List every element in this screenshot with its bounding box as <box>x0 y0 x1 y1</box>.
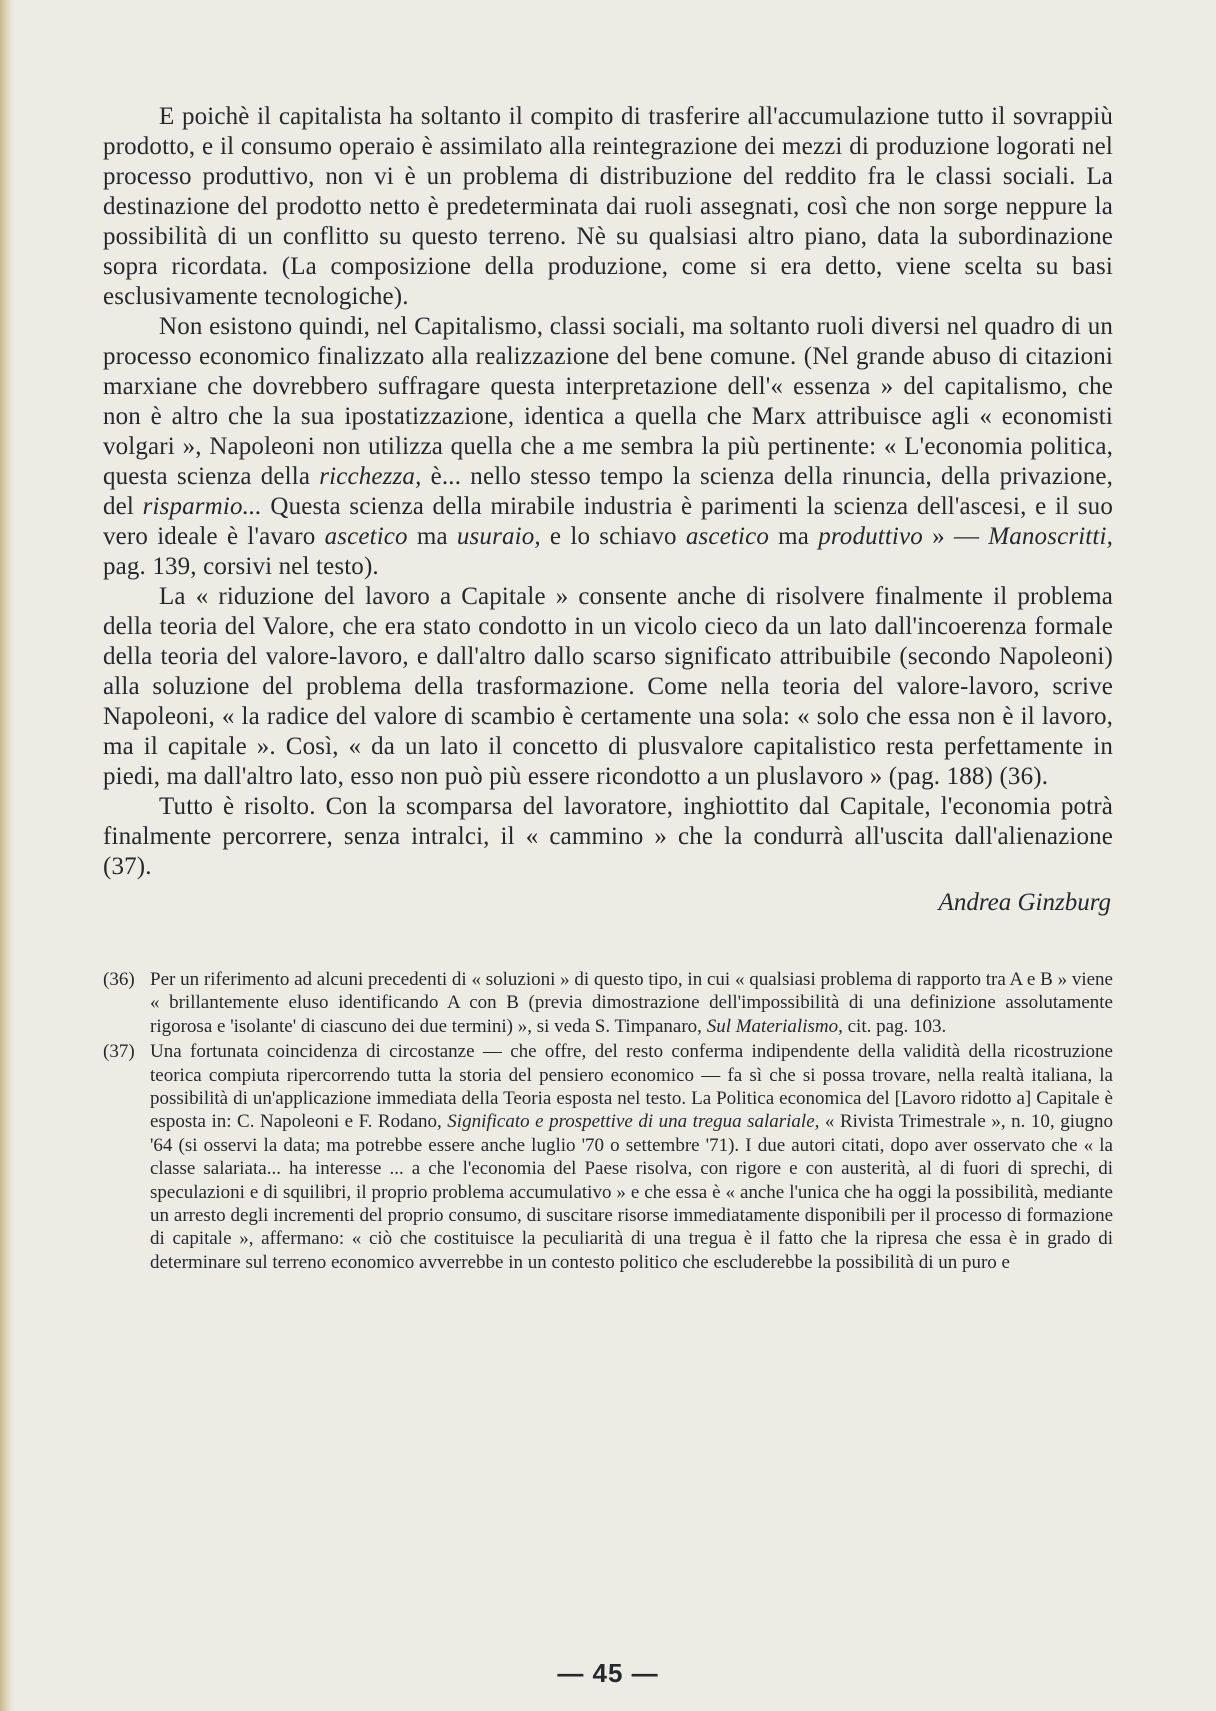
footnote-37 <box>103 1040 1113 1274</box>
paragraph-4: Tutto è risolto. Con la scomparsa del lavoratore, inghiottito dal Capitale, l'economia potrà finalmente percorrere, senza intralci, il « cammino » che la condurrà all'uscita dall'alienazione (37). <box>103 793 1113 880</box>
footnote-text: Una fortunata coincidenza di circostanze — che offre, del resto conferma indipendente della validità della ricostruzione teorica compiuta ripercorrendo tutta la storia del pensiero economico — fa sì che si possa trovare, nella realtà italiana, la possibilità di un'applicazione immediata della Teoria esposta nel testo. La Politica economica del [Lavoro ridotto a] Capitale è esposta in: C. Napoleoni e F. Rodano, Significato e prospettive di una tregua salariale, « Rivista Trimestrale », n. 10, giugno '64 (si osservi la data; ma potrebbe essere anche luglio '70 o settembre '71). I due autori citati, dopo aver osservato che « la classe salariata... ha interesse ... a che l'economia del Paese risolva, con rigore e con austerità, al di fuori di sprechi, di speculazioni e di squilibri, il proprio problema accumulativo » e che essa è « anche l'unica che ha oggi la possibilità, mediante un arresto degli incrementi del proprio consumo, di suscitare risorse immediatamente disponibili per il processo di formazione di capitale », affermano: « ciò che costituisce la peculiarità di una tregua è il fatto che la ripresa che essa è in grado di determinare sul terreno economico avverrebbe in un contesto politico che escluderebbe la possibilità di un puro e <box>150 1041 1113 1273</box>
page-content <box>103 102 1113 1276</box>
page-binding-edge <box>0 0 14 1711</box>
author-signature: Andrea Ginzburg <box>938 889 1111 916</box>
paragraph-1: E poichè il capitalista ha soltanto il compito di trasferire all'accumulazione tutto il sovrappiù prodotto, e il consumo operaio è assimilato alla reintegrazione dei mezzi di produzione logorati nel processo produttivo, non vi è un problema di distribuzione del reddito fra le classi sociali. La destinazione del prodotto netto è predeterminata dai ruoli assegnati, così che non sorge neppure la possibilità di un conflitto su questo terreno. Nè su qualsiasi altro piano, data la subordinazione sopra ricordata. (La composizione della produzione, come si era detto, viene scelta su basi esclusivamente tecnologiche). <box>103 103 1113 310</box>
page-number: — 45 — <box>557 1658 659 1688</box>
footnote-number: (37) <box>103 1041 135 1063</box>
footnote-36 <box>103 968 1113 1038</box>
footnotes <box>103 968 1113 1274</box>
paragraph-2: Non esistono quindi, nel Capitalismo, classi sociali, ma soltanto ruoli diversi nel quadro di un processo economico finalizzato alla realizzazione del bene comune. (Nel grande abuso di citazioni marxiane che dovrebbero suffragare questa interpretazione dell'« essenza » del capitalismo, che non è altro che la sua ipostatizzazione, identica a quella che Marx attribuisce agli « economisti volgari », Napoleoni non utilizza quella che a me sembra la più pertinente: « L'economia politica, questa scienza della ricchezza, è... nello stesso tempo la scienza della rinuncia, della privazione, del risparmio... Questa scienza della mirabile industria è parimenti la scienza dell'ascesi, e il suo vero ideale è l'avaro ascetico ma usuraio, e lo schiavo ascetico ma produttivo » — Manoscritti, pag. 139, corsivi nel testo). <box>103 313 1113 580</box>
paragraph-3: La « riduzione del lavoro a Capitale » consente anche di risolvere finalmente il problema della teoria del Valore, che era stato condotto in un vicolo cieco da un lato dall'incoerenza formale della teoria del valore-lavoro, e dall'altro dallo scarso significato attribuibile (secondo Napoleoni) alla soluzione del problema della trasformazione. Come nella teoria del valore-lavoro, scrive Napoleoni, « la radice del valore di scambio è certamente una sola: « solo che essa non è il lavoro, ma il capitale ». Così, « da un lato il concetto di plusvalore capitalistico resta perfettamente in piedi, ma dall'altro lato, esso non può più essere ricondotto a un pluslavoro » (pag. 188) (36). <box>103 583 1113 790</box>
body-text <box>103 102 1113 882</box>
footnote-number: (36) <box>103 969 135 990</box>
footnote-text: Per un riferimento ad alcuni precedenti di « soluzioni » di questo tipo, in cui « qualsiasi problema di rapporto tra A e B » viene « brillantemente eluso identificando A con B (previa dimostrazione dell'impossibilità di una definizione assolutamente rigorosa e 'isolante' di ciascuno dei due termini) », si veda S. Timpanaro, Sul Materialismo, cit. pag. 103. <box>150 969 1113 1037</box>
